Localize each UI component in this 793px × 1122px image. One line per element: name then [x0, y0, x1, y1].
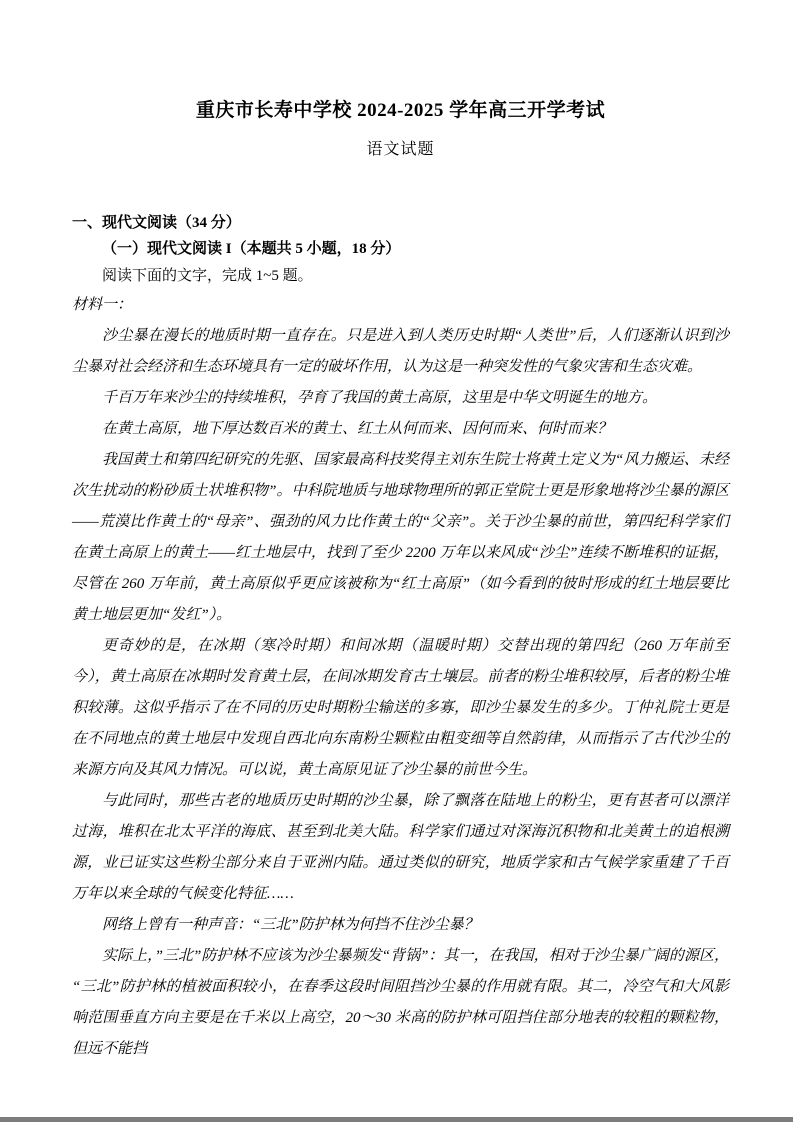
body-paragraph: 与此同时，那些古老的地质历史时期的沙尘暴，除了飘落在陆地上的粉尘，更有甚者可以漂洋过海，堆积在北太平洋的海底、甚至到北美大陆。科学家们通过对深海沉积物和北美黄土的追根溯源，业已证实这些粉尘部分来自于亚洲内陆。通过类似的研究，地质学家和古气候学家重建了千百万年以来全球的气候变化特征……: [72, 793, 729, 902]
page-bottom-edge: [0, 1117, 793, 1122]
body-paragraph: 网络上曾有一种声音：“三北”防护林为何挡不住沙尘暴？: [102, 917, 479, 933]
subsection-heading-reading-1: （一）现代文阅读 I（本题共 5 小题，18 分）: [102, 241, 401, 257]
section-heading-modern-reading: 一、现代文阅读（34 分）: [72, 215, 241, 231]
exam-title: 重庆市长寿中学校 2024-2025 学年高三开学考试: [195, 100, 606, 121]
page-content: [72, 0, 729, 1065]
body-paragraph: 在黄土高原，地下厚达数百米的黄土、红土从何而来、因何而来、何时而来？: [102, 421, 613, 437]
body-paragraph: 更奇妙的是，在冰期（寒冷时期）和间冰期（温暖时期）交替出现的第四纪（260 万年前至今），黄土高原在冰期时发育黄土层，在间冰期发育古土壤层。前者的粉尘堆积较厚，后者的粉尘堆积较薄。这似乎指示了在不同的历史时期粉尘输送的多寡，即沙尘暴发生的多少。丁仲礼院士更是在不同地点的黄土地层中发现自西北向东南粉尘颗粒由粗变细等自然韵律，从而指示了古代沙尘的来源方向及其风力情况。可以说，黄土高原见证了沙尘暴的前世今生。: [72, 638, 729, 778]
material-one-label: 材料一：: [72, 297, 133, 313]
body-paragraph: 我国黄土和第四纪研究的先驱、国家最高科技奖得主刘东生院士将黄土定义为“风力搬运、未经次生扰动的粉砂质土状堆积物”。中科院地质与地球物理所的郭正堂院士更是形象地将沙尘暴的源区——荒漠比作黄土的“母亲”、强劲的风力比作黄土的“父亲”。关于沙尘暴的前世，第四纪科学家们在黄土高原上的黄土——红土地层中，找到了至少 2200 万年以来风成“沙尘”连续不断堆积的证据，尽管在 260 万年前，黄土高原似乎更应该被称为“红土高原”（如今看到的彼时形成的红土地层要比黄土地层更加“发红”）。: [72, 452, 729, 623]
body-paragraph: 沙尘暴在漫长的地质时期一直存在。只是进入到人类历史时期“人类世”后，人们逐渐认识到沙尘暴对社会经济和生态环境具有一定的破坏作用，认为这是一种突发性的气象灾害和生态灾难。: [72, 328, 729, 375]
body-paragraph: 千百万年来沙尘的持续堆积，孕育了我国的黄土高原，这里是中华文明诞生的地方。: [102, 390, 658, 406]
reading-instruction: 阅读下面的文字，完成 1~5 题。: [102, 268, 313, 284]
exam-subtitle: 语文试题: [366, 141, 435, 158]
body-paragraph: 实际上，”三北”防护林不应该为沙尘暴频发“背锅”：其一，在我国，相对于沙尘暴广阔的源区，“三北”防护林的植被面积较小，在春季这段时间阻挡沙尘暴的作用就有限。其二，冷空气和大风影响范围垂直方向主要是在千米以上高空，20～30 米高的防护林可阻挡住部分地表的较粗的颗粒物，但远不能挡: [72, 948, 729, 1057]
